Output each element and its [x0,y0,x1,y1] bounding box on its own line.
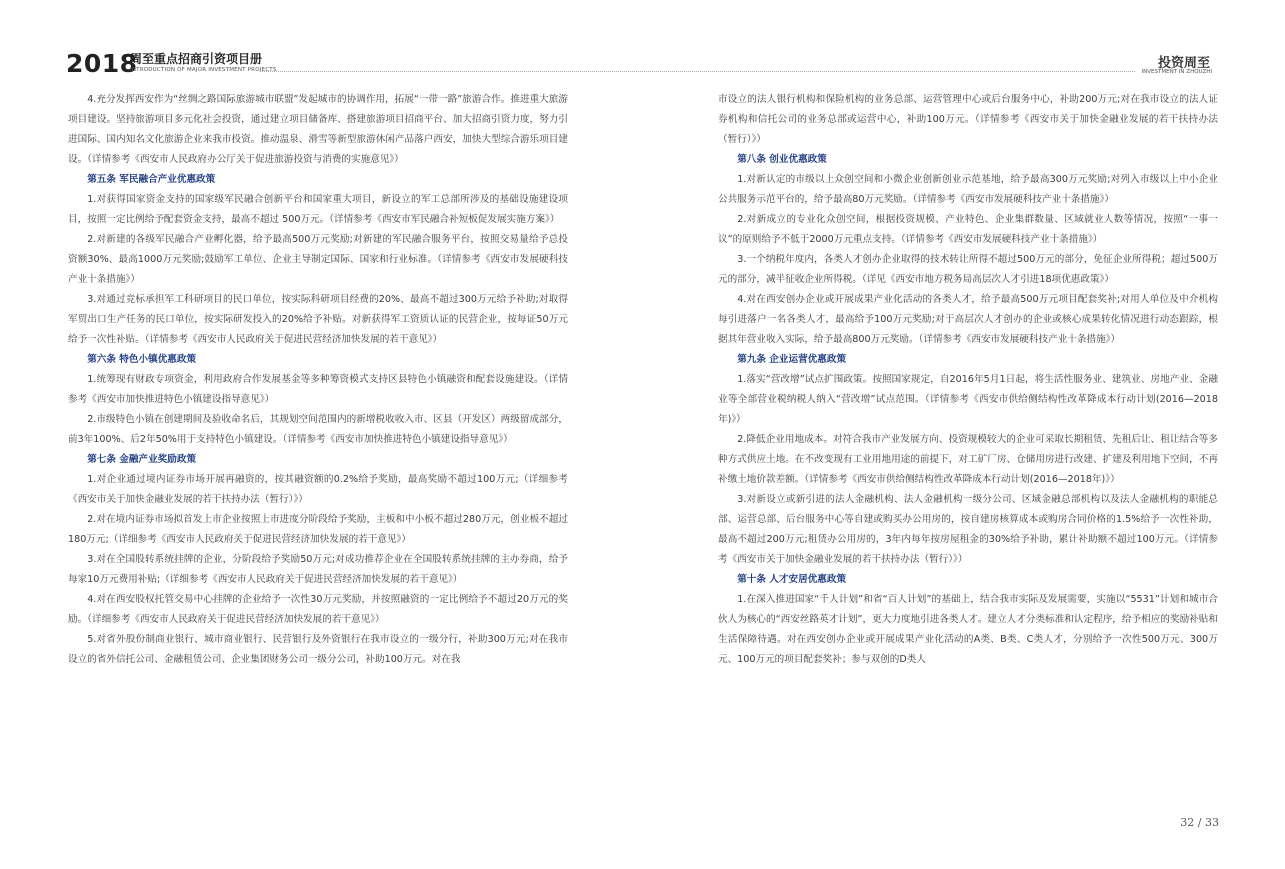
header-subtitle: INTRODUCTION OF MAJOR INVESTMENT PROJECTS [130,67,277,73]
paragraph: 5.对省外股份制商业银行、城市商业银行、民营银行及外资银行在我市设立的一级分行，补助300万元;对在我市设立的省外信托公司、金融租赁公司、企业集团财务公司一级分公司，补助100万元。对在我 [68,634,568,665]
paragraph: 3.对新设立或新引进的法人金融机构、法人金融机构一级分公司、区域金融总部机构以及法人金融机构的职能总部、运营总部、后台服务中心等自建或购买办公用房的，按自建房核算成本或购房合同价格的1.5%给予一次性补助，最高不超过200万元;租赁办公用房的，3年内每年按房屋租金的30%给予补助，累计补助额不超过100万元。（详情参考《西安市关于加快金融业发展的若干扶持办法（暂行）》） [718,494,1218,565]
paragraph: 2.降低企业用地成本。对符合我市产业发展方向、投资规模较大的企业可采取长期租赁、先租后让、租让结合等多种方式供应土地。在不改变现有工业用地用途的前提下，对工矿厂房、仓储用房进行改建、扩建及利用地下空间，不再补缴土地价款差额。（详情参考《西安市供给侧结构性改革降成本行动计划(2016—2018年)》） [718,434,1218,485]
paragraph: 1.对企业通过境内证券市场开展再融资的，按其融资额的0.2%给予奖励，最高奖励不超过100万元;（详细参考《西安市关于加快金融业发展的若干扶持办法（暂行）》） [68,474,568,505]
paragraph: 1.在深入推进国家“千人计划”和省“百人计划”的基础上，结合我市实际及发展需要，实施以“5531”计划和城市合伙人为核心的“西安丝路英才计划”，更大力度地引进各类人才。建立人才分类标准和认定程序，给予相应的奖励补贴和生活保障待遇。对在西安创办企业或开展成果产业化活动的A类、B类、C类人才，分别给予一次性500万元、300万元、100万元的项目配套奖补；参与双创的D类人 [718,594,1218,665]
header-title: 周至重点招商引资项目册 [130,52,263,66]
paragraph: 4.充分发挥西安作为“丝绸之路国际旅游城市联盟”发起城市的协调作用，拓展“一带一路”旅游合作。推进重大旅游项目建设。坚持旅游项目多元化社会投资，通过建立项目储备库、搭建旅游项目招商平台、加大招商引资力度，努力引进国际、国内知名文化旅游企业来我市投资。推动温泉、滑雪等新型旅游休闲产品落户西安，加快大型综合游乐项目建设。（详情参考《西安市人民政府办公厅关于促进旅游投资与消费的实施意见》） [68,94,568,165]
paragraph: 3.对在全国股转系统挂牌的企业，分阶段给予奖励50万元;对成功推荐企业在全国股转系统挂牌的主办券商，给予每家10万元费用补贴;（详细参考《西安市人民政府关于促进民营经济加快发展的若干意见》） [68,554,568,585]
paragraph: 3.一个纳税年度内，各类人才创办企业取得的技术转让所得不超过500万元的部分，免征企业所得税；超过500万元的部分，减半征收企业所得税。（详见《西安市地方税务局高层次人才引进18项优惠政策》） [718,254,1218,285]
paragraph: 1.落实“营改增”试点扩围政策。按照国家规定，自2016年5月1日起，将生活性服务业、建筑业、房地产业、金融业等全部营业税纳税人纳入“营改增”试点范围。（详情参考《西安市供给侧结构性改革降成本行动计划(2016—2018年)》） [718,374,1218,425]
section-heading: 第八条 创业优惠政策 [737,154,827,165]
header-dotted-divider [262,71,1135,72]
header-brand: 投资周至 [1157,56,1210,71]
paragraph: 2.对新建的各级军民融合产业孵化器，给予最高500万元奖励;对新建的军民融合服务平台，按照交易量给予总投资额30%、最高1000万元奖励;鼓励军工单位、企业主导制定国际、国家和行业标准。（详情参考《西安市发展硬科技产业十条措施》） [68,234,568,285]
page-header [0,0,1285,80]
paragraph: 1.统筹现有财政专项资金，利用政府合作发展基金等多种筹资模式支持区县特色小镇融资和配套设施建设。（详情参考《西安市加快推进特色小镇建设指导意见》） [68,374,568,405]
section-heading: 第六条 特色小镇优惠政策 [87,354,197,365]
section-heading: 第七条 金融产业奖励政策 [87,454,197,465]
paragraph: 2.市级特色小镇在创建期间及验收命名后，其规划空间范围内的新增税收收入市、区县（开发区）两级留成部分，前3年100%、后2年50%用于支持特色小镇建设。（详情参考《西安市加快推进特色小镇建设指导意见》） [68,414,568,445]
header-brand-subtitle: INVESTMENT IN ZHOUZHI [1141,69,1212,75]
left-column [68,90,568,670]
paragraph: 1.对获得国家资金支持的国家级军民融合创新平台和国家重大项目，新设立的军工总部所涉及的基础设施建设项目，按照一定比例给予配套资金支持，最高不超过 500万元。（详情参考《西安市军民融合补短板促发展实施方案》） [68,194,568,225]
header-year: 2018 [66,49,138,78]
paragraph: 1.对新认定的市级以上众创空间和小微企业创新创业示范基地，给予最高300万元奖励;对列入市级以上中小企业公共服务示范平台的，给予最高80万元奖励。（详情参考《西安市发展硬科技产业十条措施》） [718,174,1218,205]
page-number: 32 / 33 [1180,816,1219,829]
paragraph: 2.对在境内证券市场拟首发上市企业按照上市进度分阶段给予奖励，主板和中小板不超过280万元，创业板不超过180万元;（详细参考《西安市人民政府关于促进民营经济加快发展的若干意见》） [68,514,568,545]
paragraph: 4.对在西安股权托管交易中心挂牌的企业给予一次性30万元奖励，并按照融资的一定比例给予不超过20万元的奖励。（详细参考《西安市人民政府关于促进民营经济加快发展的若干意见》） [68,594,568,625]
paragraph: 市设立的法人银行机构和保险机构的业务总部、运营管理中心或后台服务中心，补助200万元;对在我市设立的法人证券机构和信托公司的业务总部或运营中心，补助100万元。（详情参考《西安市关于加快金融业发展的若干扶持办法（暂行）》） [718,94,1218,145]
paragraph: 3.对通过竞标承担军工科研项目的民口单位，按实际科研项目经费的20%、最高不超过300万元给予补助;对取得军贸出口生产任务的民口单位，按实际研发投入的20%给予补贴。对新获得军工资质认证的民营企业，按每证50万元给予一次性补贴。（详情参考《西安市人民政府关于促进民营经济加快发展的若干意见》） [68,294,568,345]
section-heading: 第十条 人才安居优惠政策 [737,574,847,585]
right-column [718,90,1218,670]
paragraph: 4.对在西安创办企业或开展成果产业化活动的各类人才，给予最高500万元项目配套奖补;对用人单位及中介机构每引进落户一名各类人才，最高给予100万元奖励;对于高层次人才创办的企业或核心成果转化情况进行动态跟踪，根据其年营业收入实际，给予最高800万元奖励。（详情参考《西安市发展硬科技产业十条措施》） [718,294,1218,345]
paragraph: 2.对新成立的专业化众创空间，根据投资规模、产业特色、企业集群数量、区域就业人数等情况，按照“一事一议”的原则给予不低于2000万元重点支持。（详情参考《西安市发展硬科技产业十条措施》） [718,214,1218,245]
section-heading: 第九条 企业运营优惠政策 [737,354,847,365]
section-heading: 第五条 军民融合产业优惠政策 [87,174,216,185]
